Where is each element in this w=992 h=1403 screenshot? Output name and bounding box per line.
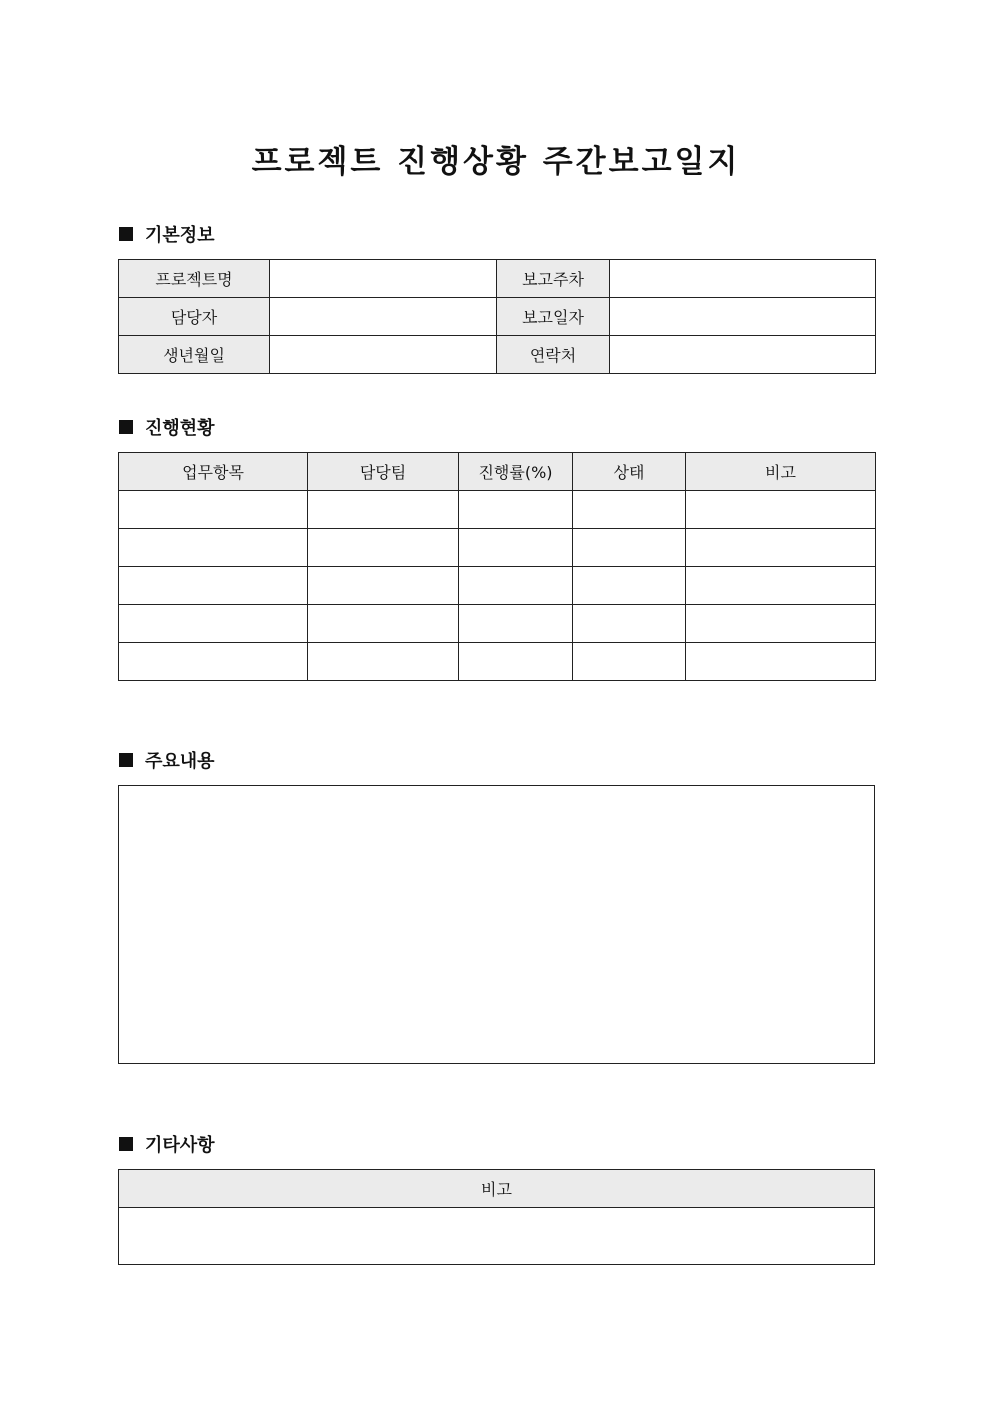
table-row: [119, 529, 876, 567]
column-header-team: 담당팀: [308, 453, 459, 491]
table-row: [119, 643, 876, 681]
status-cell[interactable]: [573, 529, 686, 567]
black-square-icon: [119, 227, 133, 241]
status-cell[interactable]: [573, 491, 686, 529]
column-header-remarks: 비고: [686, 453, 876, 491]
main-content-box[interactable]: [118, 785, 875, 1064]
table-row: [119, 491, 876, 529]
black-square-icon: [119, 753, 133, 767]
report-date-field[interactable]: [610, 298, 876, 336]
section-heading-label: 주요내용: [145, 751, 215, 772]
table-row: [119, 298, 876, 336]
table-row: [119, 336, 876, 374]
label-project-name: 프로젝트명: [119, 260, 270, 298]
remarks-cell[interactable]: [686, 605, 876, 643]
section-heading-label: 기타사항: [145, 1135, 215, 1156]
report-week-field[interactable]: [610, 260, 876, 298]
task-cell[interactable]: [119, 643, 308, 681]
other-table: [118, 1169, 875, 1265]
progress-cell[interactable]: [459, 643, 573, 681]
remarks-cell[interactable]: [686, 529, 876, 567]
label-contact: 연락처: [497, 336, 610, 374]
section-heading-main-content: [119, 748, 215, 772]
team-cell[interactable]: [308, 491, 459, 529]
column-header-task: 업무항목: [119, 453, 308, 491]
status-cell[interactable]: [573, 605, 686, 643]
table-row: [119, 260, 876, 298]
black-square-icon: [119, 420, 133, 434]
status-cell[interactable]: [573, 567, 686, 605]
progress-cell[interactable]: [459, 491, 573, 529]
project-name-field[interactable]: [270, 260, 497, 298]
remarks-cell[interactable]: [686, 491, 876, 529]
progress-cell[interactable]: [459, 529, 573, 567]
contact-field[interactable]: [610, 336, 876, 374]
column-header-status: 상태: [573, 453, 686, 491]
task-cell[interactable]: [119, 567, 308, 605]
task-cell[interactable]: [119, 491, 308, 529]
progress-cell[interactable]: [459, 567, 573, 605]
table-row: [119, 605, 876, 643]
page-title: 프로젝트 진행상황 주간보고일지: [251, 144, 741, 180]
status-cell[interactable]: [573, 643, 686, 681]
label-birth-date: 생년월일: [119, 336, 270, 374]
progress-table: [118, 452, 876, 681]
remarks-cell[interactable]: [686, 567, 876, 605]
section-heading-progress: [119, 415, 215, 439]
manager-field[interactable]: [270, 298, 497, 336]
team-cell[interactable]: [308, 605, 459, 643]
black-square-icon: [119, 1137, 133, 1151]
other-remarks-field[interactable]: [119, 1208, 875, 1265]
team-cell[interactable]: [308, 643, 459, 681]
task-cell[interactable]: [119, 529, 308, 567]
remarks-cell[interactable]: [686, 643, 876, 681]
section-heading-label: 기본정보: [145, 225, 215, 246]
task-cell[interactable]: [119, 605, 308, 643]
section-heading-other: [119, 1132, 215, 1156]
team-cell[interactable]: [308, 529, 459, 567]
label-report-date: 보고일자: [497, 298, 610, 336]
table-header-row: [119, 1170, 875, 1208]
team-cell[interactable]: [308, 567, 459, 605]
section-heading-basic-info: [119, 222, 215, 246]
birth-date-field[interactable]: [270, 336, 497, 374]
column-header-progress: 진행률(%): [459, 453, 573, 491]
progress-cell[interactable]: [459, 605, 573, 643]
table-header-row: [119, 453, 876, 491]
basic-info-table: [118, 259, 876, 374]
table-row: [119, 567, 876, 605]
table-row: [119, 1208, 875, 1265]
section-heading-label: 진행현황: [145, 418, 215, 439]
label-report-week: 보고주차: [497, 260, 610, 298]
column-header-remarks: 비고: [119, 1170, 875, 1208]
label-manager: 담당자: [119, 298, 270, 336]
